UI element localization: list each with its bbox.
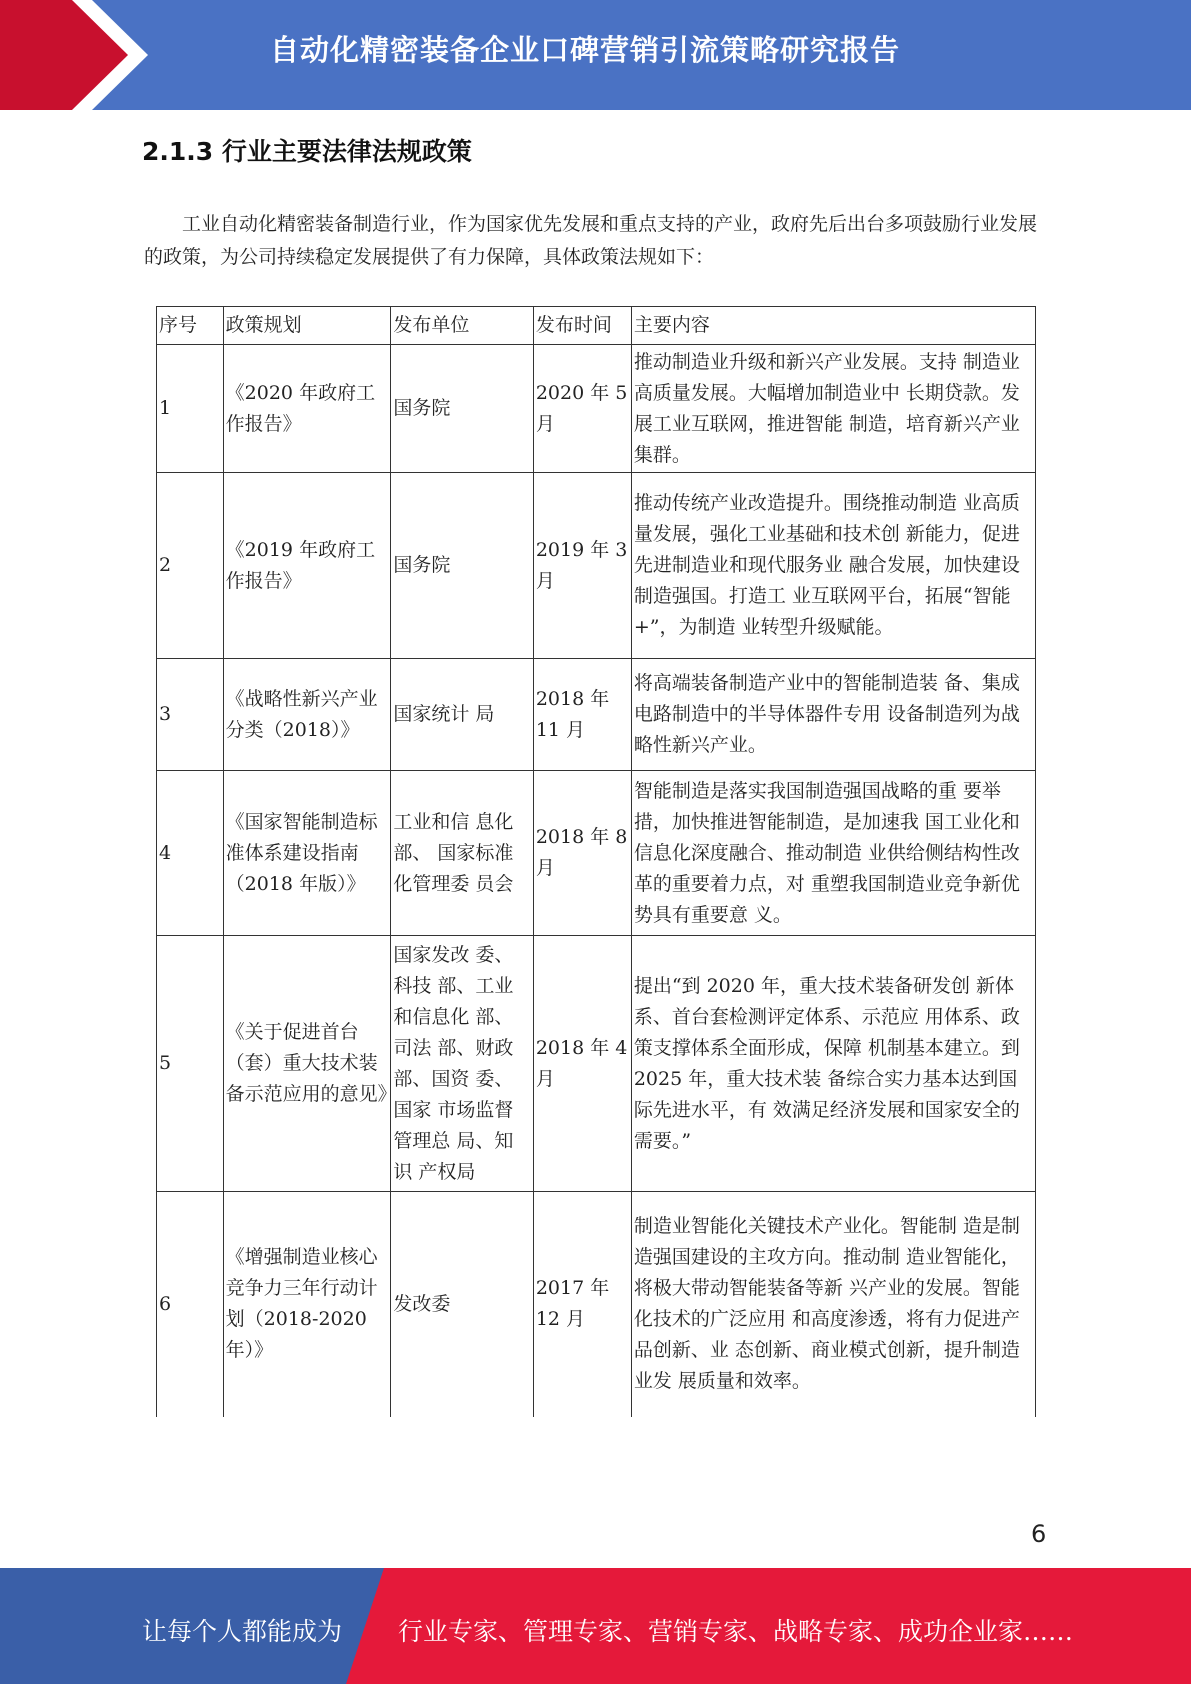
- footer-slogan-left: 让每个人都能成为: [142, 1617, 343, 1646]
- cell-no: 5: [157, 936, 224, 1192]
- cell-content: 推动传统产业改造提升。围绕推动制造 业高质量发展，强化工业基础和技术创 新能力，促进先进制造业和现代服务业 融合发展，加快建设制造强国。打造工 业互联网平台，拓展“智能+”，为制造 业转型升级赋能。: [631, 473, 1035, 659]
- cell-time: 2019 年 3 月: [533, 473, 631, 659]
- cell-policy-name: 《2019 年政府工作报告》: [223, 473, 391, 659]
- cell-org: 国家统计 局: [391, 659, 533, 771]
- cell-content: 提出“到 2020 年，重大技术装备研发创 新体系、首台套检测评定体系、示范应 用体系、政策支撑体系全面形成，保障 机制基本建立。到 2025 年，重大技术装 备综合实力基本达到国际先进水平，有 效满足经济发展和国家安全的需要。”: [631, 936, 1035, 1192]
- cell-content: 将高端装备制造产业中的智能制造装 备、集成电路制造中的半导体器件专用 设备制造列为战略性新兴产业。: [631, 659, 1035, 771]
- table-row: [157, 1192, 1036, 1417]
- footer-slogan-right: 行业专家、管理专家、营销专家、战略专家、成功企业家……: [398, 1617, 1074, 1646]
- cell-no: 1: [157, 345, 224, 473]
- cell-time: 2018 年 4 月: [533, 936, 631, 1192]
- cell-org: 国务院: [391, 345, 533, 473]
- header-cell-time: 发布时间: [533, 307, 631, 345]
- table-row: [157, 771, 1036, 936]
- cell-org: 国家发改 委、科技 部、工业和信息化 部、司法 部、财政部、国资 委、国家 市场监督管理总 局、知识 产权局: [391, 936, 533, 1192]
- table-header-row: [157, 307, 1036, 345]
- cell-org: 工业和信 息化部、 国家标准化管理委 员会: [391, 771, 533, 936]
- cell-time: 2020 年 5 月: [533, 345, 631, 473]
- table-row: [157, 345, 1036, 473]
- cell-time: 2018 年 11 月: [533, 659, 631, 771]
- page-number: 6: [1031, 1520, 1047, 1548]
- page-header: [0, 0, 1191, 110]
- cell-policy-name: 《关于促进首台（套）重大技术装备示范应用的意见》: [223, 936, 391, 1192]
- cell-content: 推动制造业升级和新兴产业发展。支持 制造业高质量发展。大幅增加制造业中 长期贷款。发展工业互联网，推进智能 制造，培育新兴产业集群。: [631, 345, 1035, 473]
- report-title: 自动化精密装备企业口碑营销引流策略研究报告: [270, 33, 901, 67]
- cell-policy-name: 《2020 年政府工作报告》: [223, 345, 391, 473]
- section-heading: 2.1.3 行业主要法律法规政策: [142, 137, 472, 166]
- policy-table: [156, 306, 1036, 1417]
- cell-org: 国务院: [391, 473, 533, 659]
- cell-org: 发改委: [391, 1192, 533, 1417]
- cell-content: 智能制造是落实我国制造强国战略的重 要举措，加快推进智能制造，是加速我 国工业化和信息化深度融合、推动制造 业供给侧结构性改革的重要着力点，对 重塑我国制造业竞争新优势具有重要意 义。: [631, 771, 1035, 936]
- table-row: [157, 473, 1036, 659]
- cell-content: 制造业智能化关键技术产业化。智能制 造是制造强国建设的主攻方向。推动制 造业智能化，将极大带动智能装备等新 兴产业的发展。智能化技术的广泛应用 和高度渗透，将有力促进产品创新、业 态创新、商业模式创新，提升制造业发 展质量和效率。: [631, 1192, 1035, 1417]
- cell-policy-name: 《国家智能制造标准体系建设指南（2018 年版）》: [223, 771, 391, 936]
- cell-no: 4: [157, 771, 224, 936]
- table-row: [157, 936, 1036, 1192]
- cell-time: 2018 年 8 月: [533, 771, 631, 936]
- cell-no: 6: [157, 1192, 224, 1417]
- table-row: [157, 659, 1036, 771]
- cell-time: 2017 年 12 月: [533, 1192, 631, 1417]
- header-cell-no: 序号: [157, 307, 224, 345]
- cell-no: 3: [157, 659, 224, 771]
- intro-paragraph: 工业自动化精密装备制造行业，作为国家优先发展和重点支持的产业，政府先后出台多项鼓励行业发展的政策，为公司持续稳定发展提供了有力保障，具体政策法规如下：: [144, 213, 1038, 268]
- header-cell-policy: 政策规划: [223, 307, 391, 345]
- cell-no: 2: [157, 473, 224, 659]
- header-cell-org: 发布单位: [391, 307, 533, 345]
- cell-policy-name: 《战略性新兴产业分类（2018）》: [223, 659, 391, 771]
- page-footer: [0, 1568, 1191, 1684]
- header-cell-content: 主要内容: [631, 307, 1035, 345]
- cell-policy-name: 《增强制造业核心竞争力三年行动计划（2018-2020 年）》: [223, 1192, 391, 1417]
